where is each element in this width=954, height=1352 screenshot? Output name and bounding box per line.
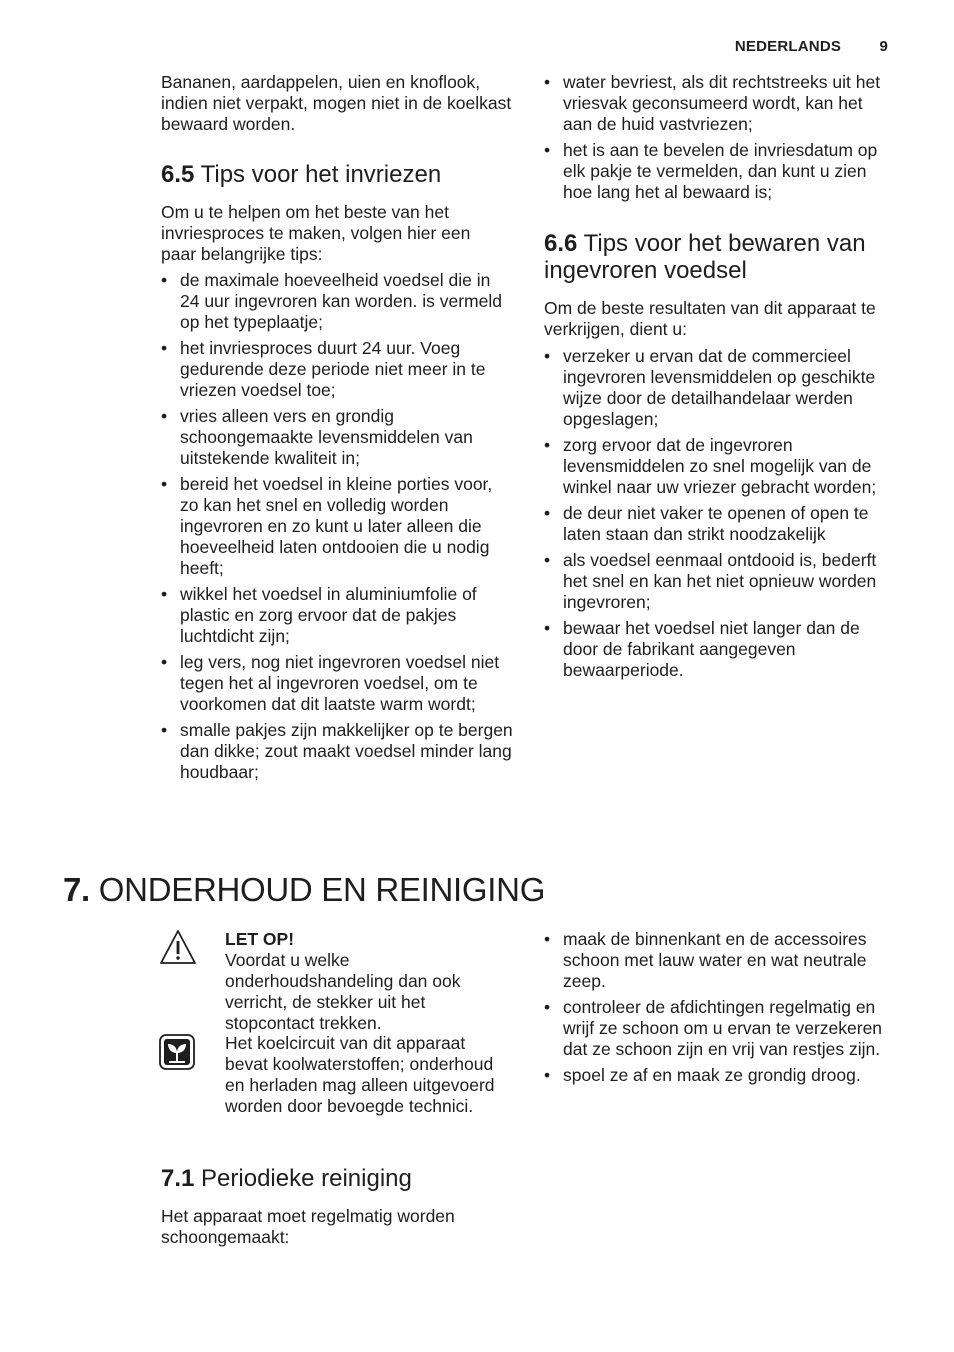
section-title: Tips voor het invriezen bbox=[200, 161, 442, 188]
warning-block bbox=[225, 929, 517, 1034]
cleaning-steps-list bbox=[544, 929, 896, 1091]
list-item: • smalle pakjes zijn makkelijker op te bergen dan dikke; zout maakt voedsel minder lang houdbaar; bbox=[161, 720, 513, 783]
page-number: 9 bbox=[879, 38, 888, 55]
list-item: • het invriesproces duurt 24 uur. Voeg gedurende deze periode niet meer in te vriezen voedsel toe; bbox=[161, 338, 513, 401]
section-7-1-heading bbox=[161, 1165, 521, 1192]
list-item: • verzeker u ervan dat de commercieel ingevroren levensmiddelen op geschikte wijze door de detailhandelaar werden opgeslagen; bbox=[544, 346, 896, 430]
section-title: Periodieke reiniging bbox=[201, 1165, 412, 1192]
list-item: • vries alleen vers en grondig schoongemaakte levensmiddelen van uitstekende kwaliteit in; bbox=[161, 406, 513, 469]
list-item: • het is aan te bevelen de invriesdatum op elk pakje te vermelden, dan kunt u zien hoe lang het al bewaard is; bbox=[544, 140, 894, 203]
intro-paragraph: Bananen, aardappelen, uien en knoflook, indien niet verpakt, mogen niet in de koelkast bewaard worden. bbox=[161, 72, 512, 134]
freezing-tips-continued-list bbox=[544, 72, 894, 208]
list-item: • bewaar het voedsel niet langer dan de door de fabrikant aangegeven bewaarperiode. bbox=[544, 618, 896, 681]
chapter-title: ONDERHOUD EN REINIGING bbox=[98, 871, 546, 908]
environment-leaf-icon bbox=[159, 1034, 195, 1070]
environment-note-text: Het koelcircuit van dit apparaat bevat koolwaterstoffen; onderhoud en herladen mag alleen uitgevoerd worden door bevoegde technici. bbox=[225, 1033, 495, 1116]
list-item: • zorg ervoor dat de ingevroren levensmiddelen zo snel mogelijk van de winkel naar uw vriezer gebracht worden; bbox=[544, 435, 896, 498]
section-7-1-intro: Het apparaat moet regelmatig worden schoongemaakt: bbox=[161, 1206, 455, 1247]
section-number: 6.6 bbox=[544, 230, 578, 257]
section-6-5-heading bbox=[161, 161, 521, 188]
warning-triangle-icon bbox=[159, 929, 195, 965]
section-6-6-heading bbox=[544, 230, 904, 284]
list-item: • als voedsel eenmaal ontdooid is, bederft het snel en kan het niet opnieuw worden ingevroren; bbox=[544, 550, 896, 613]
list-item: • spoel ze af en maak ze grondig droog. bbox=[544, 1065, 896, 1086]
list-item: • de deur niet vaker te openen of open te laten staan dan strikt noodzakelijk bbox=[544, 503, 896, 545]
list-item: • de maximale hoeveelheid voedsel die in 24 uur ingevroren kan worden. is vermeld op het typeplaatje; bbox=[161, 270, 513, 333]
chapter-number: 7. bbox=[63, 871, 90, 908]
storage-tips-list bbox=[544, 346, 896, 686]
section-title-line1: Tips voor het bewaren van bbox=[583, 230, 866, 257]
list-item: • water bevriest, als dit rechtstreeks uit het vriesvak geconsumeerd wordt, kan het aan de huid vastvriezen; bbox=[544, 72, 894, 135]
section-6-6-intro: Om de beste resultaten van dit apparaat te verkrijgen, dient u: bbox=[544, 298, 876, 339]
section-number: 6.5 bbox=[161, 161, 195, 188]
freezing-tips-list bbox=[161, 270, 513, 788]
list-item: • controleer de afdichtingen regelmatig en wrijf ze schoon om u ervan te verzekeren dat ze schoon zijn en vrij van restjes zijn. bbox=[544, 997, 896, 1060]
section-6-5-intro: Om u te helpen om het beste van het invriesproces te maken, volgen hier een paar belangrijke tips: bbox=[161, 202, 471, 264]
chapter-7-heading bbox=[63, 871, 863, 909]
header-language: NEDERLANDS bbox=[734, 38, 842, 55]
list-item: • leg vers, nog niet ingevroren voedsel niet tegen het al ingevroren voedsel, om te voorkomen dat dit laatste warm wordt; bbox=[161, 652, 513, 715]
list-item: • wikkel het voedsel in aluminiumfolie of plastic en zorg ervoor dat de pakjes luchtdicht zijn; bbox=[161, 584, 513, 647]
page-header bbox=[735, 38, 888, 55]
warning-text: Voordat u welke onderhoudshandeling dan ook verricht, de stekker uit het stopcontact trekken. bbox=[225, 950, 461, 1033]
section-title-line2: ingevroren voedsel bbox=[544, 257, 747, 284]
warning-label: LET OP! bbox=[225, 929, 295, 949]
section-number: 7.1 bbox=[161, 1165, 195, 1192]
list-item: • bereid het voedsel in kleine porties voor, zo kan het snel en volledig worden ingevroren en zo kunt u later alleen die hoeveelheid laten ontdooien die u nodig heeft; bbox=[161, 474, 513, 579]
list-item: • maak de binnenkant en de accessoires schoon met lauw water en wat neutrale zeep. bbox=[544, 929, 896, 992]
